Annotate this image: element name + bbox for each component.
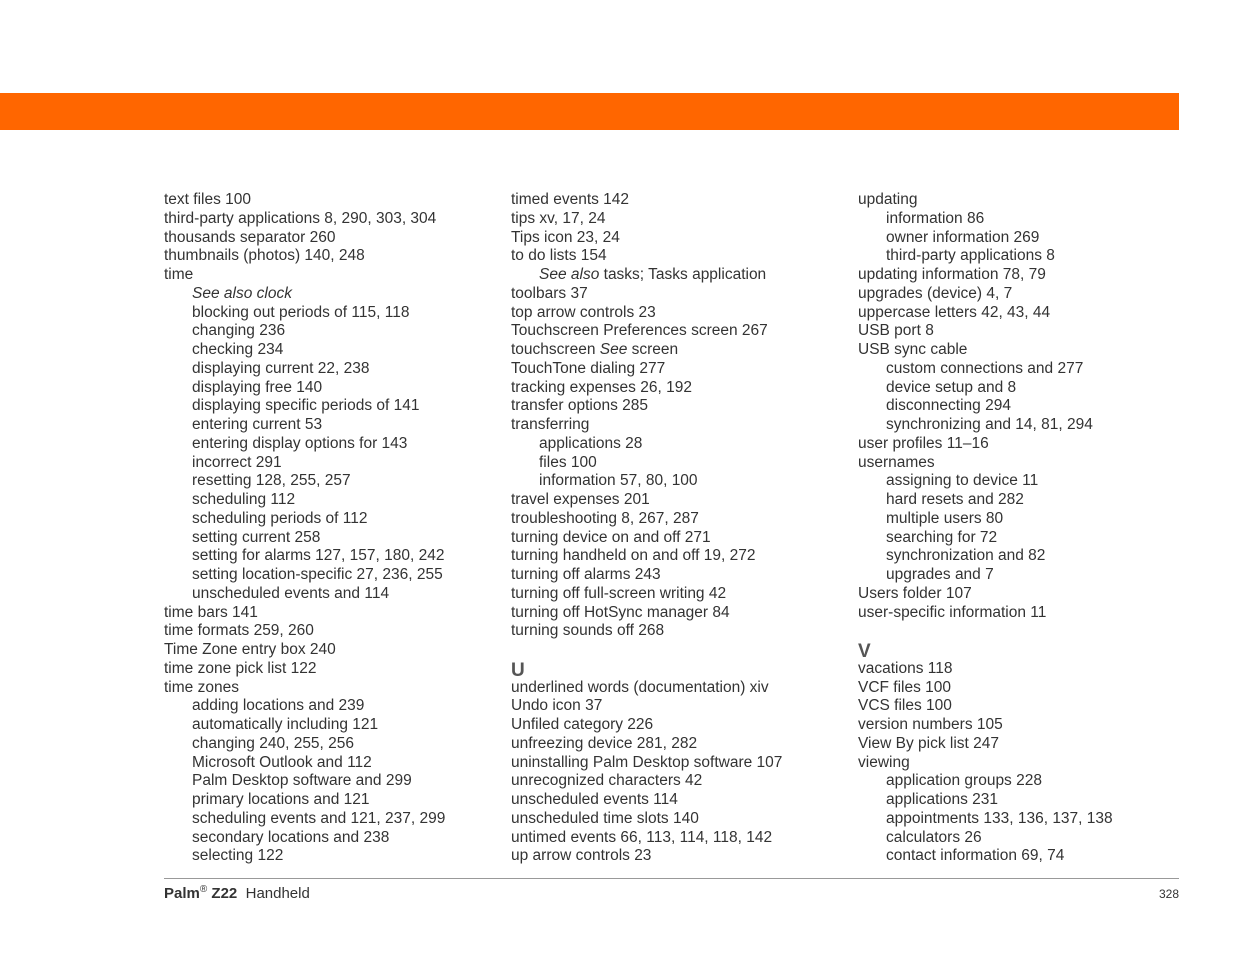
entry-text: setting location-specific 27, 236, 255 bbox=[192, 566, 443, 583]
index-entry bbox=[858, 604, 1113, 623]
index-entry bbox=[511, 360, 782, 379]
entry-text: setting for alarms 127, 157, 180, 242 bbox=[192, 547, 445, 565]
index-subentry bbox=[858, 229, 1113, 248]
entry-text: Undo icon 37 bbox=[511, 697, 603, 715]
entry-text: time zone pick list 122 bbox=[164, 659, 317, 677]
entry-text: device setup and 8 bbox=[886, 378, 1017, 396]
index-entry bbox=[511, 791, 782, 810]
index-subentry bbox=[164, 529, 445, 548]
index-subentry bbox=[164, 341, 445, 360]
index-entry bbox=[858, 679, 1113, 698]
entry-text: vacations 118 bbox=[858, 659, 953, 677]
index-column-1 bbox=[164, 191, 445, 866]
entry-text: touchscreen bbox=[511, 341, 600, 358]
entry-text: changing 236 bbox=[192, 322, 286, 340]
index-subentry bbox=[164, 772, 445, 791]
entry-text: USB port 8 bbox=[858, 322, 934, 340]
index-subentry bbox=[164, 716, 445, 735]
entry-text: unscheduled events 114 bbox=[511, 791, 678, 808]
entry-text: contact information 69, 74 bbox=[886, 847, 1065, 865]
entry-text: application groups 228 bbox=[886, 772, 1042, 790]
entry-text: third-party applications 8 bbox=[886, 247, 1055, 265]
index-subentry bbox=[164, 510, 445, 529]
index-entry bbox=[858, 697, 1113, 716]
index-entry bbox=[858, 660, 1113, 679]
index-entry bbox=[858, 716, 1113, 735]
entry-text: toolbars 37 bbox=[511, 284, 588, 302]
index-subentry bbox=[511, 266, 782, 285]
entry-text: third-party applications 8, 290, 303, 304 bbox=[164, 209, 437, 227]
index-entry bbox=[511, 829, 782, 848]
index-subentry bbox=[858, 547, 1113, 566]
index-entry bbox=[511, 229, 782, 248]
entry-text: unfreezing device 281, 282 bbox=[511, 734, 698, 752]
index-subentry bbox=[164, 304, 445, 323]
entry-text: turning sounds off 268 bbox=[511, 622, 665, 640]
index-entry bbox=[511, 566, 782, 585]
entry-text: thumbnails (photos) 140, 248 bbox=[164, 247, 365, 265]
index-entry bbox=[511, 697, 782, 716]
entry-text: selecting 122 bbox=[192, 847, 284, 865]
index-subentry bbox=[858, 847, 1113, 866]
index-entry bbox=[858, 266, 1113, 285]
index-entry bbox=[858, 322, 1113, 341]
entry-text: troubleshooting 8, 267, 287 bbox=[511, 509, 699, 527]
entry-text: text files 100 bbox=[164, 191, 252, 208]
entry-text: Time Zone entry box 240 bbox=[164, 641, 336, 658]
index-entry bbox=[511, 379, 782, 398]
index-entry bbox=[511, 622, 782, 641]
entry-text: files 100 bbox=[539, 453, 597, 471]
index-subentry bbox=[164, 566, 445, 585]
index-subentry bbox=[164, 810, 445, 829]
entry-text: time bbox=[164, 266, 194, 283]
index-subentry bbox=[164, 847, 445, 866]
entry-text: displaying free 140 bbox=[192, 378, 323, 396]
index-entry bbox=[858, 191, 1113, 210]
index-subentry bbox=[164, 472, 445, 491]
entry-text: usernames bbox=[858, 453, 935, 471]
entry-text: VCS files 100 bbox=[858, 697, 952, 715]
page-number: 328 bbox=[1158, 887, 1179, 901]
entry-text: unscheduled events and 114 bbox=[192, 584, 390, 602]
entry-text: Microsoft Outlook and 112 bbox=[192, 753, 372, 771]
entry-text: turning off alarms 243 bbox=[511, 566, 661, 583]
index-entry bbox=[511, 304, 782, 323]
index-letter-heading bbox=[511, 660, 782, 679]
entry-text: changing 240, 255, 256 bbox=[192, 734, 355, 752]
entry-text: time formats 259, 260 bbox=[164, 622, 314, 640]
entry-text: applications 28 bbox=[539, 434, 643, 452]
entry-text: scheduling periods of 112 bbox=[192, 509, 368, 527]
entry-text: calculators 26 bbox=[886, 828, 982, 846]
entry-text: tracking expenses 26, 192 bbox=[511, 378, 692, 396]
entry-text: secondary locations and 238 bbox=[192, 828, 390, 846]
entry-text: custom connections and 277 bbox=[886, 359, 1084, 377]
entry-text: owner information 269 bbox=[886, 228, 1040, 246]
index-entry bbox=[511, 285, 782, 304]
entry-text: assigning to device 11 bbox=[886, 472, 1039, 490]
index-entry bbox=[858, 454, 1113, 473]
entry-text: adding locations and 239 bbox=[192, 697, 365, 715]
entry-text: See also bbox=[539, 266, 600, 283]
index-entry bbox=[511, 847, 782, 866]
index-entry bbox=[164, 622, 445, 641]
index-subentry bbox=[858, 360, 1113, 379]
entry-text: appointments 133, 136, 137, 138 bbox=[886, 809, 1113, 827]
entry-text: incorrect 291 bbox=[192, 453, 282, 471]
index-entry bbox=[511, 529, 782, 548]
index-subentry bbox=[164, 360, 445, 379]
entry-text: synchronizing and 14, 81, 294 bbox=[886, 416, 1093, 433]
index-letter-heading bbox=[858, 641, 1113, 660]
entry-text: unscheduled time slots 140 bbox=[511, 809, 699, 827]
index-entry bbox=[511, 735, 782, 754]
entry-text: displaying specific periods of 141 bbox=[192, 397, 420, 415]
index-entry bbox=[164, 679, 445, 698]
index-entry bbox=[164, 604, 445, 623]
entry-text: Touchscreen Preferences screen 267 bbox=[511, 322, 768, 340]
entry-text: upgrades (device) 4, 7 bbox=[858, 284, 1013, 302]
index-subentry bbox=[164, 285, 445, 304]
entry-text: uppercase letters 42, 43, 44 bbox=[858, 303, 1051, 321]
footer-model: Z22 bbox=[211, 885, 238, 902]
entry-text: applications 231 bbox=[886, 791, 999, 808]
entry-italic-text: See bbox=[599, 341, 628, 358]
index-entry bbox=[858, 341, 1113, 360]
entry-text: automatically including 121 bbox=[192, 716, 379, 733]
index-subentry bbox=[164, 735, 445, 754]
entry-text: untimed events 66, 113, 114, 118, 142 bbox=[511, 828, 773, 846]
entry-text: travel expenses 201 bbox=[511, 491, 650, 508]
index-subentry bbox=[858, 379, 1113, 398]
entry-text: resetting 128, 255, 257 bbox=[192, 472, 351, 490]
index-subentry bbox=[164, 435, 445, 454]
index-entry bbox=[511, 585, 782, 604]
index-entry bbox=[511, 191, 782, 210]
index-entry bbox=[511, 754, 782, 773]
entry-text: transfer options 285 bbox=[511, 397, 649, 415]
entry-text: time zones bbox=[164, 678, 239, 696]
index-subentry bbox=[164, 379, 445, 398]
entry-text: Palm Desktop software and 299 bbox=[192, 772, 412, 790]
index-entry bbox=[511, 341, 782, 360]
entry-text: upgrades and 7 bbox=[886, 566, 994, 583]
index-subentry bbox=[858, 397, 1113, 416]
index-entry bbox=[511, 547, 782, 566]
entry-text: displaying current 22, 238 bbox=[192, 359, 370, 377]
entry-text: updating bbox=[858, 191, 918, 208]
index-entry bbox=[511, 397, 782, 416]
index-entry bbox=[858, 735, 1113, 754]
entry-text: blocking out periods of 115, 118 bbox=[192, 303, 410, 321]
entry-text: setting current 258 bbox=[192, 528, 321, 546]
entry-text: information 86 bbox=[886, 209, 985, 227]
index-column-3 bbox=[858, 191, 1113, 866]
footer-title bbox=[164, 884, 310, 902]
index-entry bbox=[511, 679, 782, 698]
index-entry bbox=[164, 266, 445, 285]
index-subentry bbox=[858, 491, 1113, 510]
entry-text: turning device on and off 271 bbox=[511, 528, 711, 546]
footer-product: Handheld bbox=[245, 885, 310, 902]
index-entry bbox=[511, 416, 782, 435]
index-subentry bbox=[858, 529, 1113, 548]
index-subentry bbox=[858, 510, 1113, 529]
index-subentry bbox=[164, 454, 445, 473]
entry-text: turning handheld on and off 19, 272 bbox=[511, 547, 756, 565]
index-subentry bbox=[164, 585, 445, 604]
index-subentry bbox=[858, 210, 1113, 229]
index-subentry bbox=[858, 566, 1113, 585]
entry-text: View By pick list 247 bbox=[858, 734, 999, 752]
index-column-2 bbox=[511, 191, 782, 866]
entry-text: V bbox=[858, 641, 871, 662]
entry-text: up arrow controls 23 bbox=[511, 847, 652, 865]
index-entry bbox=[164, 247, 445, 266]
entry-text: TouchTone dialing 277 bbox=[511, 359, 666, 377]
entry-text: entering current 53 bbox=[192, 416, 323, 433]
entry-text: top arrow controls 23 bbox=[511, 303, 656, 321]
entry-text: transferring bbox=[511, 416, 590, 433]
index-subentry bbox=[164, 697, 445, 716]
entry-text: scheduling 112 bbox=[192, 491, 296, 508]
index-subentry bbox=[164, 547, 445, 566]
entry-text: timed events 142 bbox=[511, 191, 630, 208]
index-entry bbox=[164, 660, 445, 679]
entry-text: disconnecting 294 bbox=[886, 397, 1011, 415]
entry-text: to do lists 154 bbox=[511, 247, 607, 265]
entry-text: primary locations and 121 bbox=[192, 791, 370, 808]
index-entry bbox=[511, 810, 782, 829]
index-entry bbox=[511, 210, 782, 229]
index-subentry bbox=[511, 454, 782, 473]
footer-brand: Palm bbox=[164, 885, 200, 902]
entry-text: Tips icon 23, 24 bbox=[511, 228, 620, 246]
index-entry bbox=[164, 641, 445, 660]
entry-text: See also clock bbox=[192, 284, 292, 302]
entry-text: tips xv, 17, 24 bbox=[511, 209, 606, 227]
entry-text: multiple users 80 bbox=[886, 509, 1004, 527]
entry-text: hard resets and 282 bbox=[886, 491, 1024, 508]
index-entry bbox=[511, 604, 782, 623]
entry-text: VCF files 100 bbox=[858, 678, 952, 696]
index-subentry bbox=[858, 791, 1113, 810]
index-entry bbox=[858, 585, 1113, 604]
index-subentry bbox=[858, 472, 1113, 491]
index-entry bbox=[858, 285, 1113, 304]
entry-text: Users folder 107 bbox=[858, 584, 972, 602]
entry-text: underlined words (documentation) xiv bbox=[511, 678, 769, 696]
index-subentry bbox=[858, 829, 1113, 848]
entry-rest-text: tasks; Tasks application bbox=[599, 266, 767, 283]
header-banner bbox=[0, 93, 1179, 130]
entry-text: U bbox=[511, 659, 525, 681]
index-entry bbox=[164, 210, 445, 229]
footer-divider bbox=[164, 878, 1179, 879]
index-entry bbox=[858, 304, 1113, 323]
entry-text: scheduling events and 121, 237, 299 bbox=[192, 809, 446, 827]
index-subentry bbox=[164, 416, 445, 435]
index-entry bbox=[858, 754, 1113, 773]
entry-text: version numbers 105 bbox=[858, 716, 1003, 733]
entry-text: viewing bbox=[858, 753, 910, 771]
index-subentry bbox=[164, 397, 445, 416]
index-subentry bbox=[858, 247, 1113, 266]
entry-text: information 57, 80, 100 bbox=[539, 472, 698, 490]
index-entry bbox=[511, 716, 782, 735]
index-entry bbox=[511, 322, 782, 341]
entry-text: turning off HotSync manager 84 bbox=[511, 603, 730, 621]
entry-text: user profiles 11–16 bbox=[858, 434, 989, 452]
index-entry bbox=[858, 435, 1113, 454]
index-entry bbox=[511, 491, 782, 510]
entry-text: time bars 141 bbox=[164, 603, 258, 621]
entry-text: updating information 78, 79 bbox=[858, 266, 1046, 283]
index-entry bbox=[511, 247, 782, 266]
index-entry bbox=[511, 772, 782, 791]
entry-text: thousands separator 260 bbox=[164, 228, 336, 246]
index-subentry bbox=[511, 435, 782, 454]
entry-text: checking 234 bbox=[192, 341, 284, 358]
entry-text: Unfiled category 226 bbox=[511, 716, 654, 733]
registered-mark: ® bbox=[199, 884, 208, 895]
index-subentry bbox=[858, 810, 1113, 829]
entry-text: synchronization and 82 bbox=[886, 547, 1046, 565]
index-subentry bbox=[164, 829, 445, 848]
entry-text: unrecognized characters 42 bbox=[511, 772, 703, 790]
entry-rest-text: screen bbox=[627, 341, 679, 358]
index-entry bbox=[511, 510, 782, 529]
entry-text: uninstalling Palm Desktop software 107 bbox=[511, 753, 783, 771]
index-subentry bbox=[858, 416, 1113, 435]
index-subentry bbox=[164, 491, 445, 510]
entry-text: USB sync cable bbox=[858, 341, 968, 358]
index-entry bbox=[164, 229, 445, 248]
index-subentry bbox=[164, 754, 445, 773]
index-subentry bbox=[511, 472, 782, 491]
index-subentry bbox=[858, 772, 1113, 791]
entry-text: entering display options for 143 bbox=[192, 434, 408, 452]
entry-text: turning off full-screen writing 42 bbox=[511, 584, 727, 602]
index-subentry bbox=[164, 322, 445, 341]
index-subentry bbox=[164, 791, 445, 810]
entry-text: searching for 72 bbox=[886, 528, 998, 546]
entry-text: user-specific information 11 bbox=[858, 603, 1047, 621]
index-entry bbox=[164, 191, 445, 210]
